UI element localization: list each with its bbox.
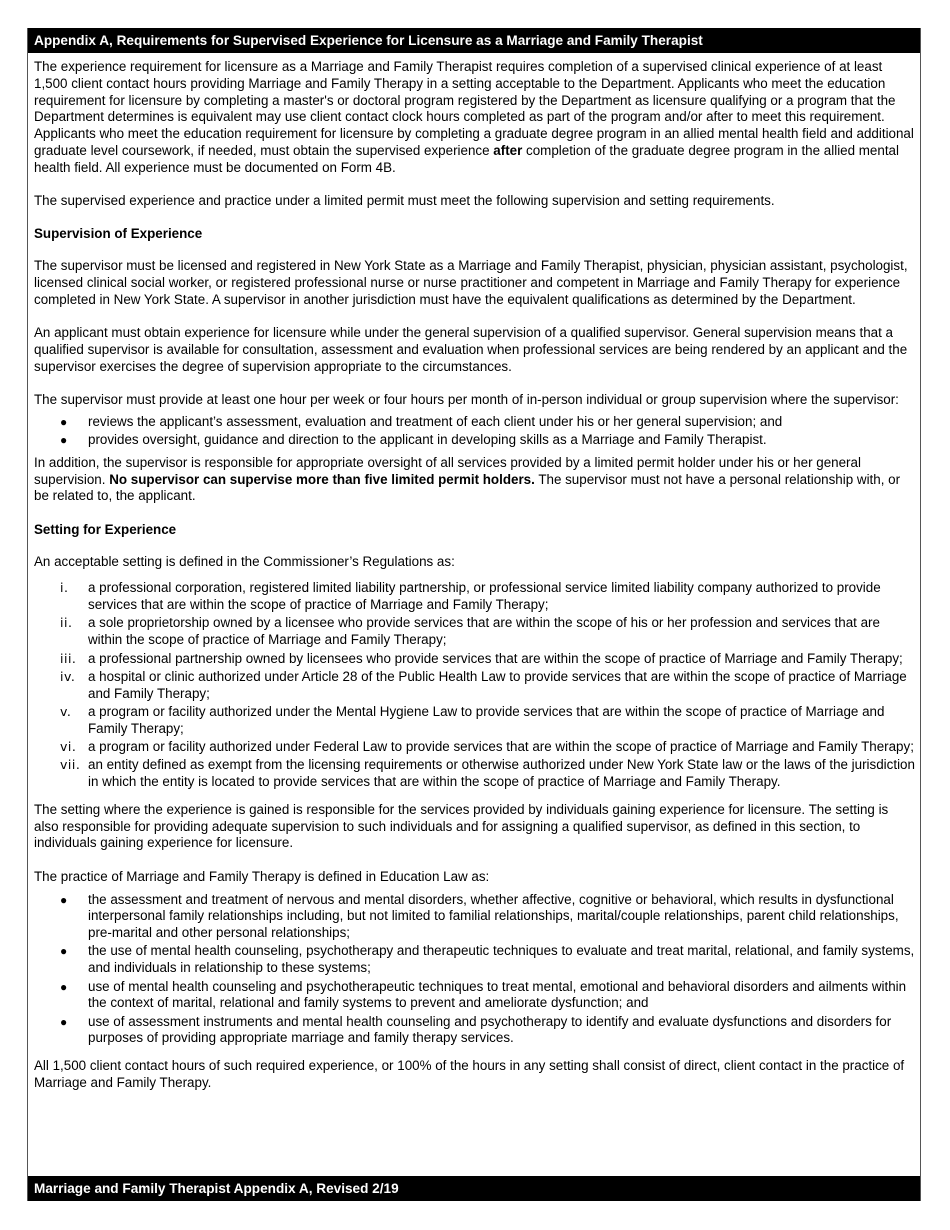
bullet-icon: ● [60,414,68,429]
list-item-text: reviews the applicant’s assessment, evaluation and treatment of each client under his or her general supervision; and [88,413,783,429]
list-item-text: a hospital or clinic authorized under Article 28 of the Public Health Law to provide services that are within the scope of practice of Marriage and Family Therapy; [88,668,907,701]
list-item [34,580,916,614]
list-numeral: iii. [60,650,77,666]
list-item [34,1014,916,1048]
list-numeral: iv. [60,668,76,684]
bullet-icon: ● [60,979,68,994]
practice-definition-list [34,892,916,1048]
list-item-text: the assessment and treatment of nervous and mental disorders, whether affective, cognitive or behavioral, which results in dysfunctional interpersonal family relationships including, but not limited to familial relationships, marital/couple relationships, parent child relationships, pre-marital and other personal relationships; [88,891,899,941]
list-item [34,414,916,431]
footer-text: Marriage and Family Therapist Appendix A, Revised 2/19 [34,1181,399,1196]
setting-paragraph-1: An acceptable setting is defined in the Commissioner’s Regulations as: [34,553,455,569]
supervisor-duties-list [34,414,916,449]
page-title: Appendix A, Requirements for Supervised Experience for Licensure as a Marriage and Family Therapist [34,33,703,48]
document-body [34,59,916,1108]
bullet-icon: ● [60,433,68,448]
practice-paragraph-1: The practice of Marriage and Family Therapy is defined in Education Law as: [34,868,490,884]
list-numeral: vi. [60,739,77,754]
list-item-text: a sole proprietorship owned by a licensee who provide services that are within the scope of his or her profession and services that are within the scope of practice of Marriage and Family Therapy; [88,615,880,648]
list-item [34,979,916,1013]
intro-text-b: completion of the graduate degree program in the allied mental health field. All experience must be documented on Form 4B. [34,142,899,175]
list-numeral: vii. [60,757,81,773]
setting-paragraph-2: The setting where the experience is gained is responsible for the services provided by individuals gaining experience for licensure. The setting is also responsible for providing adequate supervision to such individuals and for assigning a qualified supervisor, as defined in this section, to individuals gaining experience for licensure. [34,801,889,851]
bullet-icon: ● [60,1014,68,1029]
footer-bar [28,1176,920,1201]
intro-text-a: The experience requirement for licensure as a Marriage and Family Therapist requires completion of a supervised clinical experience of at least 1,500 client contact hours providing Marriage and Family Therapy in a setting acceptable to the Department. Applicants who meet the education requirement for licensure by completing a master's or doctoral program registered by the Department as licensure qualifying or a program that the Department determines is equivalent may use client contact clock hours completed as part of the program and/or after to meet this requirement. Applicants who meet the education requirement for licensure by completing a graduate degree program in an allied mental health field and additional graduate level coursework, if needed, must obtain the supervised experience [34,59,914,158]
setting-list [34,580,916,791]
list-numeral: v. [60,703,72,719]
bullet-icon: ● [60,944,68,959]
list-item-text: use of assessment instruments and mental health counseling and psychotherapy to identify and evaluate dysfunctions and disorders for purposes of providing appropriate marriage and family therapy services. [88,1013,892,1046]
header-bar [28,28,920,53]
supervision-text-a: In addition, the supervisor is responsible for appropriate oversight of all services provided by a limited permit holder under his or her general supervision. [34,454,861,487]
list-numeral: i. [60,580,69,596]
setting-heading: Setting for Experience [34,521,177,537]
list-item [34,651,916,668]
list-item-text: provides oversight, guidance and direction to the applicant in developing skills as a Marriage and Family Therapist. [88,432,767,448]
list-item [34,739,916,756]
supervision-heading: Supervision of Experience [34,226,203,242]
supervision-paragraph-3: The supervisor must provide at least one hour per week or four hours per month of in-person individual or group supervision where the supervisor: [34,391,899,407]
list-item [34,669,916,703]
list-item-text: a professional corporation, registered limited liability partnership, or professional service limited liability company authorized to provide services that are within the scope of practice of Marriage and Family Therapy; [88,580,881,613]
supervision-paragraph-4 [34,455,916,505]
list-item [34,943,916,977]
list-item [34,615,916,649]
supervision-bold-limit: No supervisor can supervise more than five limited permit holders. [109,471,535,487]
list-item [34,432,916,449]
intro-bold-after: after [493,142,523,158]
bullet-icon: ● [60,892,68,907]
list-item-text: an entity defined as exempt from the licensing requirements or otherwise authorized under New York State law or the laws of the jurisdiction in which the entity is located to provide services that are within the scope of practice of Marriage and Family Therapy. [88,757,915,790]
intro-paragraph-1 [34,59,916,177]
list-item [34,704,916,738]
list-numeral: ii. [60,615,73,631]
supervision-paragraph-2: An applicant must obtain experience for licensure while under the general supervision of a qualified supervisor. General supervision means that a qualified supervisor is available for consultation, assessment and evaluation when professional services are being rendered by an applicant and the supervisor exercises the degree of supervision appropriate to the circumstances. [34,325,908,374]
practice-paragraph-2: All 1,500 client contact hours of such required experience, or 100% of the hours in any setting shall consist of direct, client contact in the practice of Marriage and Family Therapy. [34,1058,905,1091]
list-item-text: the use of mental health counseling, psychotherapy and therapeutic techniques to evaluate and treat marital, relational, and family systems, and individuals in relationship to these systems; [88,943,915,976]
supervision-paragraph-1: The supervisor must be licensed and registered in New York State as a Marriage and Family Therapist, physician, physician assistant, psychologist, licensed clinical social worker, or registered professional nurse or nurse practitioner and competent in Marriage and Family Therapy for experience completed in New York State. A supervisor in another jurisdiction must have the equivalent qualifications as determined by the Department. [34,258,908,307]
list-item [34,757,916,791]
list-item-text: a program or facility authorized under Federal Law to provide services that are within the scope of practice of Marriage and Family Therapy; [88,739,914,754]
list-item [34,892,916,942]
list-item-text: a professional partnership owned by licensees who provide services that are within the scope of practice of Marriage and Family Therapy; [88,650,903,666]
list-item-text: use of mental health counseling and psychotherapeutic techniques to treat mental, emotional and behavioral disorders and ailments within the context of marital, relational and family systems to prevent and ameliorate dysfunction; and [88,978,907,1011]
list-item-text: a program or facility authorized under the Mental Hygiene Law to provide services that are within the scope of practice of Marriage and Family Therapy; [88,703,885,736]
intro-paragraph-2: The supervised experience and practice under a limited permit must meet the following supervision and setting requirements. [34,193,775,209]
document-page [27,28,921,1201]
supervision-text-b: The supervisor must not have a personal relationship with, or be related to, the applicant. [34,471,901,504]
